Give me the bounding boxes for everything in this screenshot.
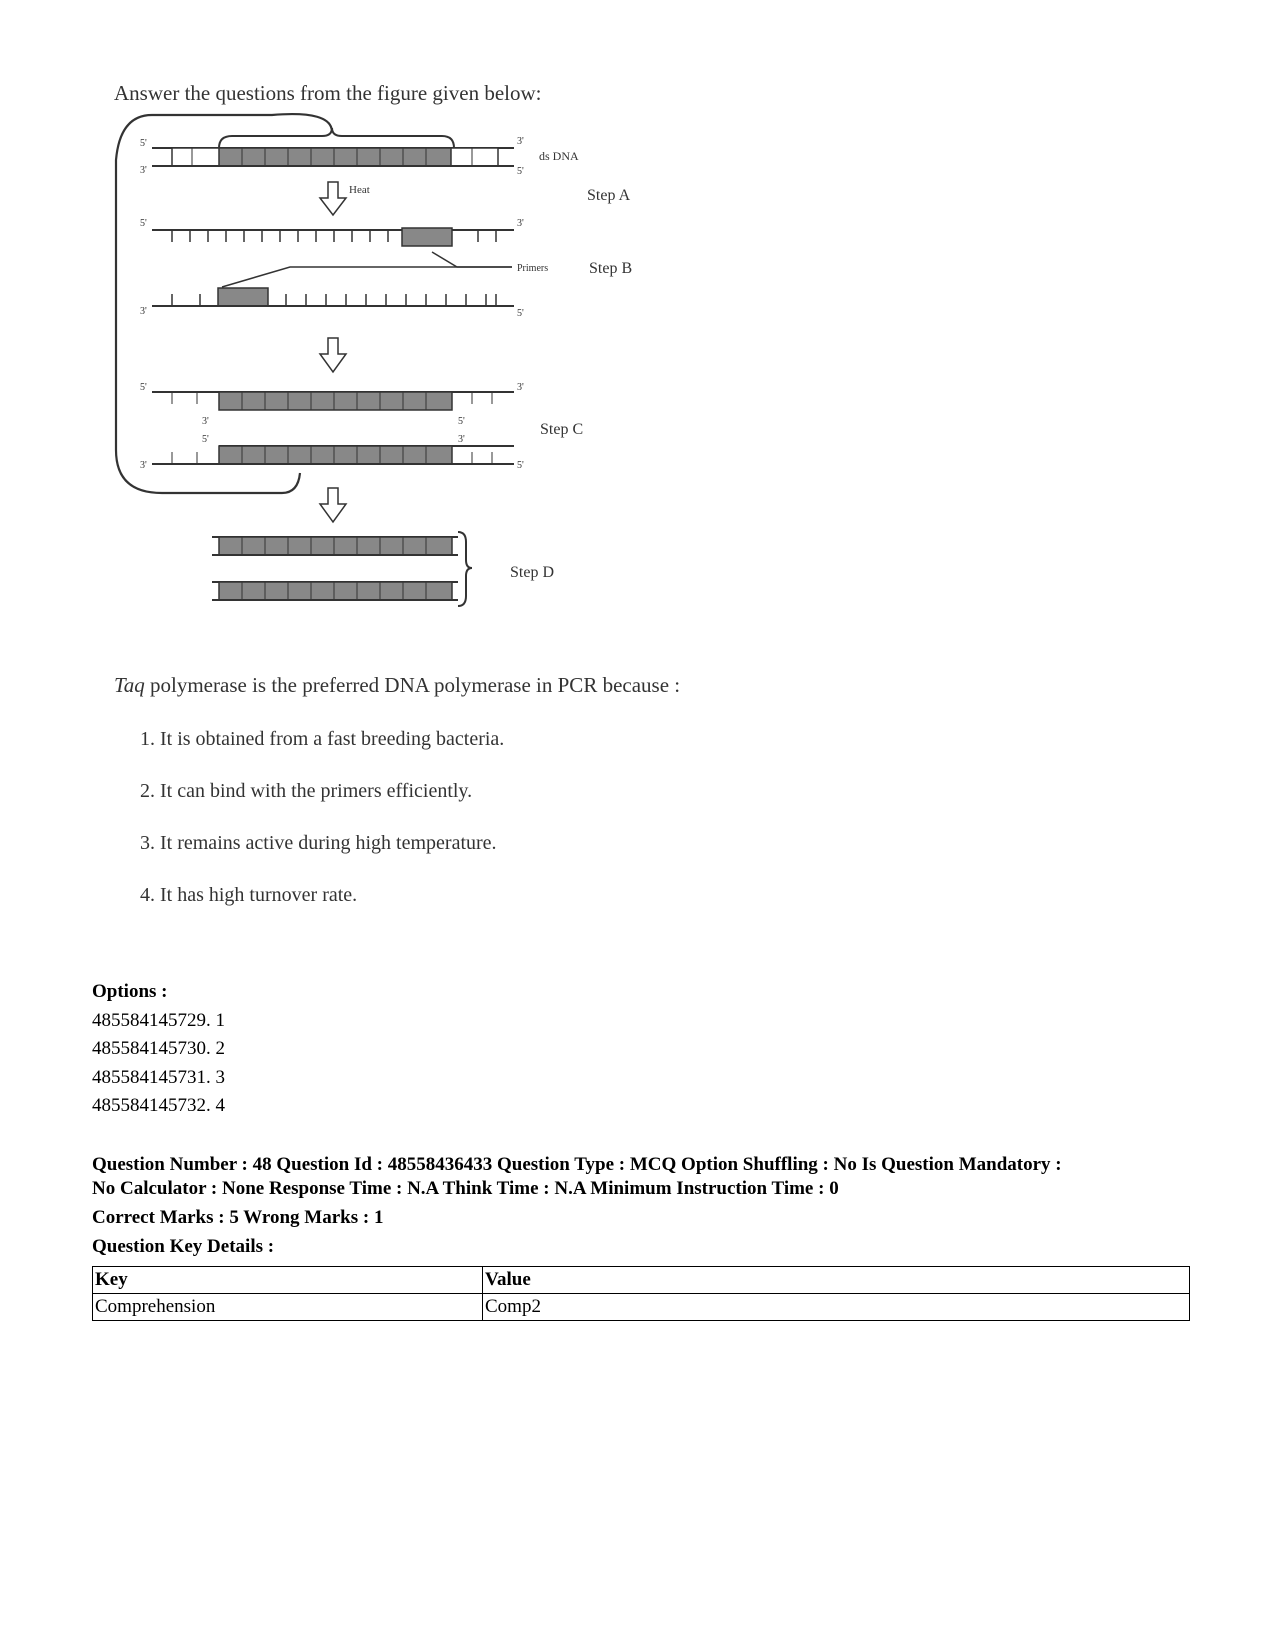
label-ds-dna: ds DNA — [539, 149, 579, 163]
label-5prime: 5' — [140, 138, 147, 149]
label-step-c: Step C — [540, 421, 584, 438]
label-3prime: 3' — [202, 416, 209, 427]
label-5prime: 5' — [517, 166, 524, 177]
choice-2: 2. It can bind with the primers efficiently. — [140, 780, 473, 802]
option-item[interactable]: 485584145731. 3 — [92, 1066, 225, 1088]
label-heat: Heat — [349, 184, 370, 196]
primer-pointer — [432, 252, 512, 267]
marks-line: Correct Marks : 5 Wrong Marks : 1 — [92, 1207, 384, 1228]
step-c-extension-bottom — [219, 446, 452, 464]
label-step-d: Step D — [510, 564, 554, 581]
primer-pointer — [222, 267, 512, 287]
choice-1: 1. It is obtained from a fast breeding bacteria. — [140, 728, 505, 750]
label-5prime: 5' — [458, 416, 465, 427]
label-primers: Primers — [517, 263, 549, 274]
option-item[interactable]: 485584145732. 4 — [92, 1095, 225, 1116]
label-3prime: 3' — [458, 434, 465, 445]
label-step-b: Step B — [589, 260, 633, 277]
primer-bottom — [218, 288, 268, 306]
question-figure — [92, 70, 792, 960]
meta-line-2: No Calculator : None Response Time : N.A Think Time : N.A Minimum Instruction Time : 0 — [92, 1178, 839, 1199]
table-cell: Comprehension — [93, 1294, 483, 1321]
pcr-diagram — [92, 70, 792, 960]
figure-instruction: Answer the questions from the figure given below: — [114, 81, 542, 105]
label-3prime: 3' — [517, 382, 524, 393]
label-3prime: 3' — [517, 218, 524, 229]
down-arrow-icon — [320, 182, 346, 215]
table-header-row — [93, 1267, 1190, 1294]
meta-line-1: Question Number : 48 Question Id : 48558436433 Question Type : MCQ Option Shuffling : No Is Question Mandatory : — [92, 1154, 1062, 1175]
table-row — [93, 1294, 1190, 1321]
options-label: Options : — [92, 981, 168, 1002]
option-item[interactable]: 485584145729. 1 — [92, 1009, 225, 1031]
down-arrow-icon — [320, 488, 346, 522]
table-cell: Comp2 — [483, 1294, 1190, 1321]
down-arrow-icon — [320, 338, 346, 372]
label-3prime: 3' — [517, 136, 524, 147]
question-stem: Taq polymerase is the preferred DNA polymerase in PCR because : — [114, 673, 681, 697]
label-5prime: 5' — [517, 308, 524, 319]
label-3prime: 3' — [140, 306, 147, 317]
table-header-key: Key — [93, 1267, 483, 1294]
label-5prime: 5' — [202, 434, 209, 445]
primer-top — [402, 228, 452, 246]
question-meta — [92, 1153, 1192, 1259]
table-header-value: Value — [483, 1267, 1190, 1294]
target-region-brace — [219, 128, 454, 148]
step-d-brace — [458, 532, 472, 606]
options-section — [92, 978, 225, 1121]
key-details-table — [92, 1266, 1190, 1321]
label-3prime: 3' — [140, 165, 147, 176]
ds-dna-boxes — [172, 148, 498, 166]
label-3prime: 3' — [140, 460, 147, 471]
choice-3: 3. It remains active during high temperature. — [140, 832, 497, 854]
choice-4: 4. It has high turnover rate. — [140, 884, 358, 906]
label-5prime: 5' — [140, 382, 147, 393]
label-5prime: 5' — [517, 460, 524, 471]
key-details-label: Question Key Details : — [92, 1236, 275, 1257]
step-d-product — [212, 537, 458, 555]
step-d-product — [212, 582, 458, 600]
option-item[interactable]: 485584145730. 2 — [92, 1038, 225, 1059]
step-c-extension-top — [219, 392, 452, 410]
label-step-a: Step A — [587, 187, 631, 204]
label-5prime: 5' — [140, 218, 147, 229]
